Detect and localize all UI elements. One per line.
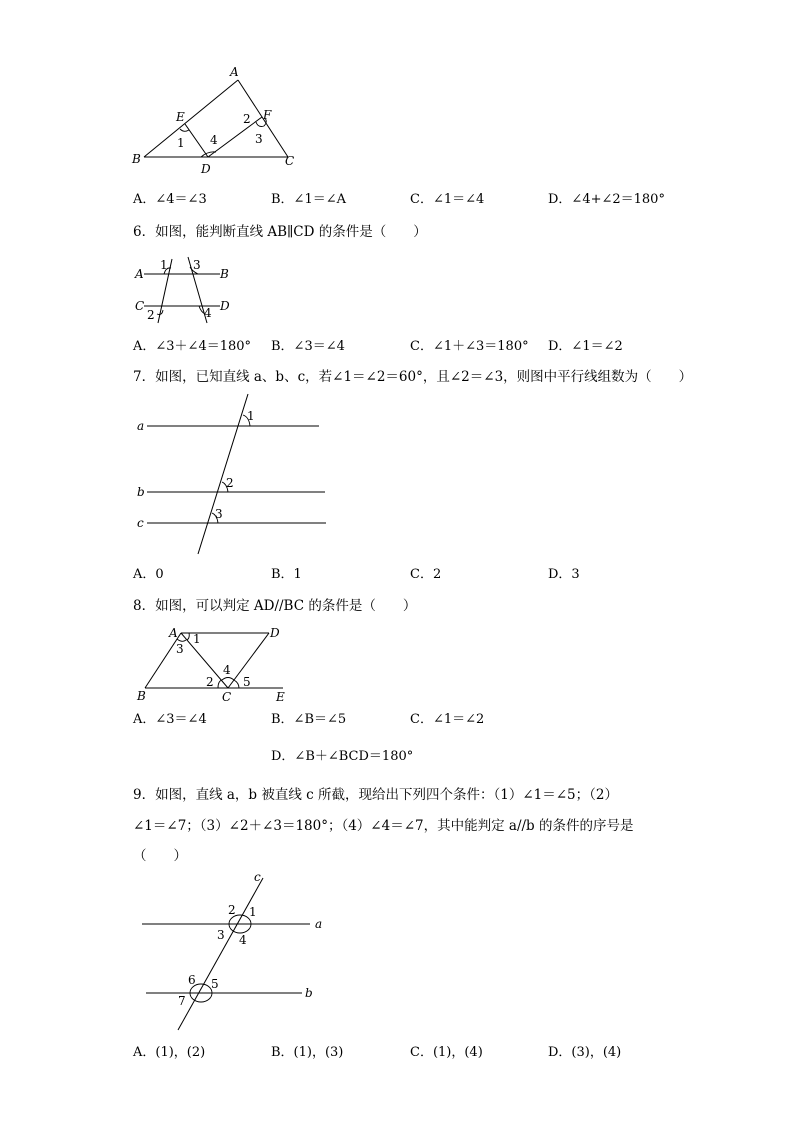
q5-label-1: 1 [177,136,185,150]
q8-label-d: D [270,626,280,640]
q5-label-e: E [176,110,185,124]
q8-label-1: 1 [193,632,201,646]
q9-label-b: b [305,986,313,1000]
q5-label-4: 4 [210,133,218,147]
q9-stem-line2: ∠1＝∠7；（3）∠2＋∠3＝180°；（4）∠4＝∠7，其中能判定 a//b 的条件的序号是 [133,818,634,834]
q7-label-b: b [137,485,145,499]
q6-label-a: A [135,267,144,281]
q6-label-4: 4 [204,306,212,320]
q5-arc-1 [180,129,189,131]
q6-label-c: C [135,299,145,313]
q9-stem-line3: （ ） [133,848,187,864]
q7-option-a[interactable]: A．0 [133,567,164,582]
q8-option-c[interactable]: C．∠1＝∠2 [410,712,485,727]
q8-label-3: 3 [176,642,184,656]
q7-option-d[interactable]: D．3 [548,567,580,582]
q8-arc-3 [177,639,186,641]
q5-option-a[interactable]: A．∠4＝∠3 [133,192,207,207]
q8-stem: 8．如图，可以判定 AD//BC 的条件是（ ） [133,598,417,614]
q9-label-1: 1 [249,905,257,919]
q9-label-3: 3 [217,928,225,942]
q7-figure [133,392,333,562]
q9-option-c[interactable]: C．(1)，(4) [410,1045,483,1060]
q9-label-7: 7 [178,994,186,1008]
q9-option-b[interactable]: B．(1)，(3) [271,1045,344,1060]
q5-label-b: B [132,152,141,166]
q8-arc-5 [234,680,239,688]
q7-stem: 7．如图，已知直线 a、b、c，若∠1＝∠2＝60°，且∠2＝∠3，则图中平行线组数为（ ） [133,369,693,385]
q9-label-c: c [254,870,261,884]
q6-option-b[interactable]: B．∠3＝∠4 [271,339,345,354]
q8-arc-4 [222,678,234,681]
q8-option-a[interactable]: A．∠3＝∠4 [133,712,207,727]
q5-label-c: C [285,154,295,168]
q6-label-3: 3 [193,258,201,272]
q9-label-2: 2 [228,903,236,917]
q6-label-2: 2 [147,308,155,322]
q9-label-a: a [315,917,323,931]
q8-option-b[interactable]: B．∠B＝∠5 [271,712,347,727]
q8-option-d[interactable]: D．∠B＋∠BCD＝180° [271,749,414,764]
q9-figure [138,870,338,1035]
q8-label-5: 5 [243,675,251,689]
q7-label-c: c [137,516,144,530]
q9-label-5: 5 [211,977,219,991]
q8-label-a: A [169,626,178,640]
q8-line-ac [181,633,228,688]
q5-figure [128,62,308,182]
q8-label-e: E [276,690,285,704]
q5-arc-2 [256,122,264,127]
q8-arc-2 [218,680,222,688]
q5-option-d[interactable]: D．∠4+∠2＝180° [548,192,665,207]
q8-figure [133,623,293,705]
q9-line-c [178,878,263,1030]
q5-option-b[interactable]: B．∠1＝∠A [271,192,346,207]
q6-option-d[interactable]: D．∠1＝∠2 [548,339,623,354]
q5-label-3: 3 [255,132,263,146]
q5-label-a: A [230,65,239,79]
q9-label-4: 4 [239,933,247,947]
q7-transversal [198,394,248,554]
q6-figure [132,253,242,328]
q9-option-a[interactable]: A．(1)，(2) [133,1045,206,1060]
q7-label-a: a [137,419,145,433]
q7-option-b[interactable]: B．1 [271,567,302,582]
q6-label-1: 1 [160,258,168,272]
q8-label-4: 4 [223,663,231,677]
q7-label-2: 2 [226,476,234,490]
q6-label-d: D [220,299,230,313]
q7-label-3: 3 [215,507,223,521]
q7-option-c[interactable]: C．2 [410,567,442,582]
q6-label-b: B [220,267,229,281]
q8-label-b: B [137,689,146,703]
q8-label-c: C [222,690,232,704]
q9-label-6: 6 [188,973,196,987]
q5-label-f: F [263,108,272,122]
q7-label-1: 1 [247,409,255,423]
q5-label-2: 2 [243,112,251,126]
q5-label-d: D [201,162,211,176]
q9-option-d[interactable]: D．(3)，(4) [548,1045,622,1060]
q8-arc-1 [187,633,189,640]
q6-option-c[interactable]: C．∠1＋∠3＝180° [410,339,529,354]
q5-option-c[interactable]: C．∠1＝∠4 [410,192,485,207]
q8-label-2: 2 [206,675,214,689]
q6-option-a[interactable]: A．∠3＋∠4＝180° [133,339,252,354]
q6-stem: 6．如图，能判断直线 AB∥CD 的条件是（ ） [133,224,427,240]
q9-stem-line1: 9．如图，直线 a，b 被直线 c 所截，现给出下列四个条件：（1）∠1＝∠5；（2） [133,787,618,803]
q5-line-ed [185,124,208,157]
